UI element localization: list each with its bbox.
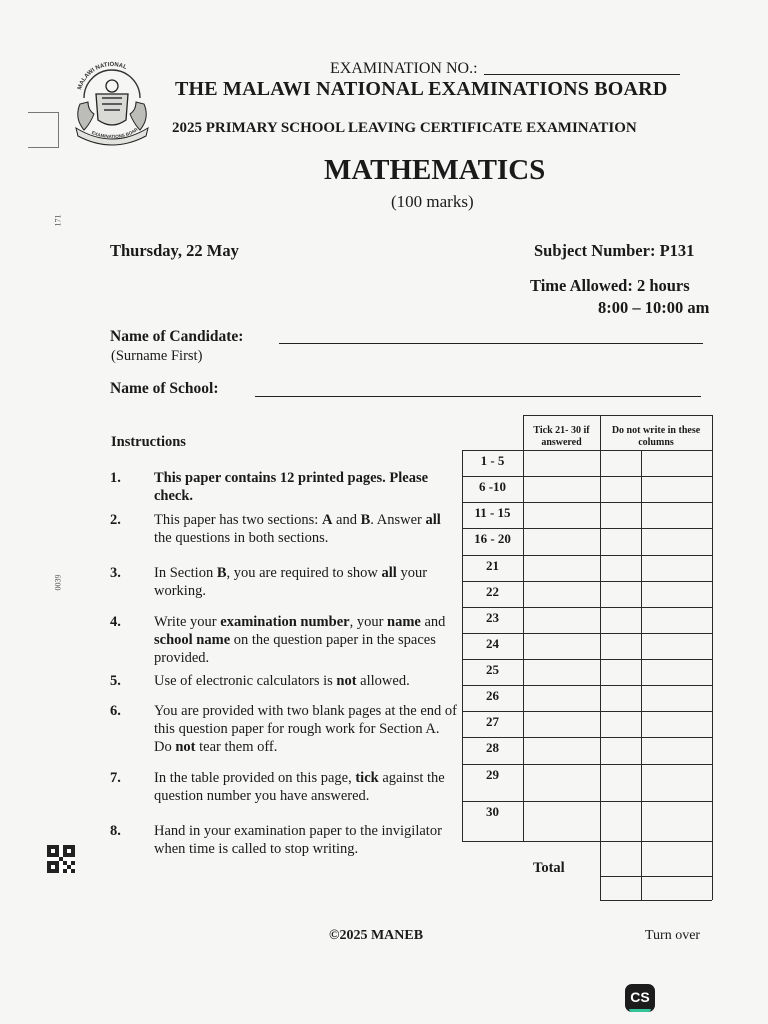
table-row-rule [462,528,712,529]
copyright: ©2025 MANEB [329,928,424,943]
question-row-label: 30 [486,804,499,819]
instruction-text: Hand in your examination paper to the invigilator when time is called to stop writing. [154,823,442,857]
time-range: 8:00 – 10:00 am [598,298,710,317]
table-header-top-rule [523,415,712,416]
table-rule [712,450,713,900]
camscanner-badge: CS [625,984,655,1012]
question-row-label: 23 [486,610,499,625]
instruction-number: 7. [110,770,121,786]
side-mark-top: 171 [53,214,63,227]
instruction-text: Write your examination number, your name and school name on the question paper in the spaces provided. [154,614,446,666]
question-row-label: 28 [486,740,499,755]
table-row-rule [462,450,712,451]
question-row-label: 16 - 20 [474,531,511,546]
question-row-label: 21 [486,558,499,573]
tick-box[interactable] [524,634,599,658]
tick-box[interactable] [524,582,599,606]
examination-number-field [330,60,680,78]
certificate-title: 2025 PRIMARY SCHOOL LEAVING CERTIFICATE EXAMINATION [172,120,637,136]
question-row-label: 29 [486,767,499,782]
candidate-name-label: Name of Candidate: [110,328,244,345]
table-rule [600,450,601,900]
total-box-rule [600,876,712,877]
question-row-label: 6 -10 [478,479,507,494]
question-row-label: 11 - 15 [474,505,511,520]
tick-box[interactable] [524,556,599,580]
subject-number: Subject Number: P131 [534,241,695,260]
question-row-label: 22 [486,584,499,599]
office-column-header: Do not write in these columns [611,425,701,448]
instruction-number: 6. [110,703,121,719]
svg-text:EXAMINATIONS BOARD: EXAMINATIONS BOAR [90,126,139,140]
instruction-number: 2. [110,512,121,528]
instruction-number: 3. [110,565,121,581]
school-name-label: Name of School: [110,380,219,397]
tick-box[interactable] [524,712,599,736]
exam-date: Thursday, 22 May [110,241,239,260]
table-row-rule [462,841,712,842]
side-mark-middle: 0039 [53,574,63,591]
examination-number-line [484,74,680,75]
time-allowed: Time Allowed: 2 hours [530,276,690,295]
surname-note: (Surname First) [111,348,203,364]
qr-code-icon [47,845,75,873]
subject-title: MATHEMATICS [324,154,546,186]
table-rule [600,415,601,450]
total-marks: (100 marks) [391,192,474,211]
instruction-text: You are provided with two blank pages at the end of this question paper for rough work for Section A. Do not tear them off. [154,703,457,755]
tick-box[interactable] [524,608,599,632]
instructions-heading: Instructions [111,434,186,450]
instruction-text: In the table provided on this page, tick against the question number you have answered. [154,770,445,804]
margin-box [28,112,59,148]
instruction-text: In Section B, you are required to show all your working. [154,565,428,599]
instruction-number: 8. [110,823,121,839]
table-row-rule [462,476,712,477]
table-row-rule [462,502,712,503]
examination-number-label: EXAMINATION NO.: [330,60,478,77]
candidate-name-line [279,343,703,344]
table-rule [641,450,642,900]
tick-box[interactable] [524,738,599,763]
tick-box[interactable] [524,802,599,840]
table-rule [712,415,713,450]
instruction-number: 1. [110,470,121,486]
tick-box[interactable] [524,765,599,800]
question-row-label: 27 [486,714,499,729]
instruction-text: Use of electronic calculators is not allowed. [154,673,410,689]
instruction-number: 4. [110,614,121,630]
maneb-crest-logo [66,58,158,150]
question-row-label: 26 [486,688,499,703]
svg-text:MALAWI NATIONAL: MALAWI NATIONAL [77,61,128,91]
tick-column-header: Tick 21- 30 if answered [533,425,590,448]
instruction-text: This paper has two sections: A and B. Answer all the questions in both sections. [154,512,441,546]
instruction-text: This paper contains 12 printed pages. Please check. [154,470,429,504]
question-row-label: 24 [486,636,499,651]
turn-over: Turn over [645,928,701,943]
tick-box[interactable] [524,660,599,684]
question-row-label: 25 [486,662,499,677]
school-name-line [255,396,701,397]
total-box-rule [600,900,712,901]
tick-box[interactable] [524,686,599,710]
total-label: Total [533,860,565,876]
instruction-number: 5. [110,673,121,689]
board-name: THE MALAWI NATIONAL EXAMINATIONS BOARD [175,78,668,100]
question-row-label: 1 - 5 [480,453,505,468]
